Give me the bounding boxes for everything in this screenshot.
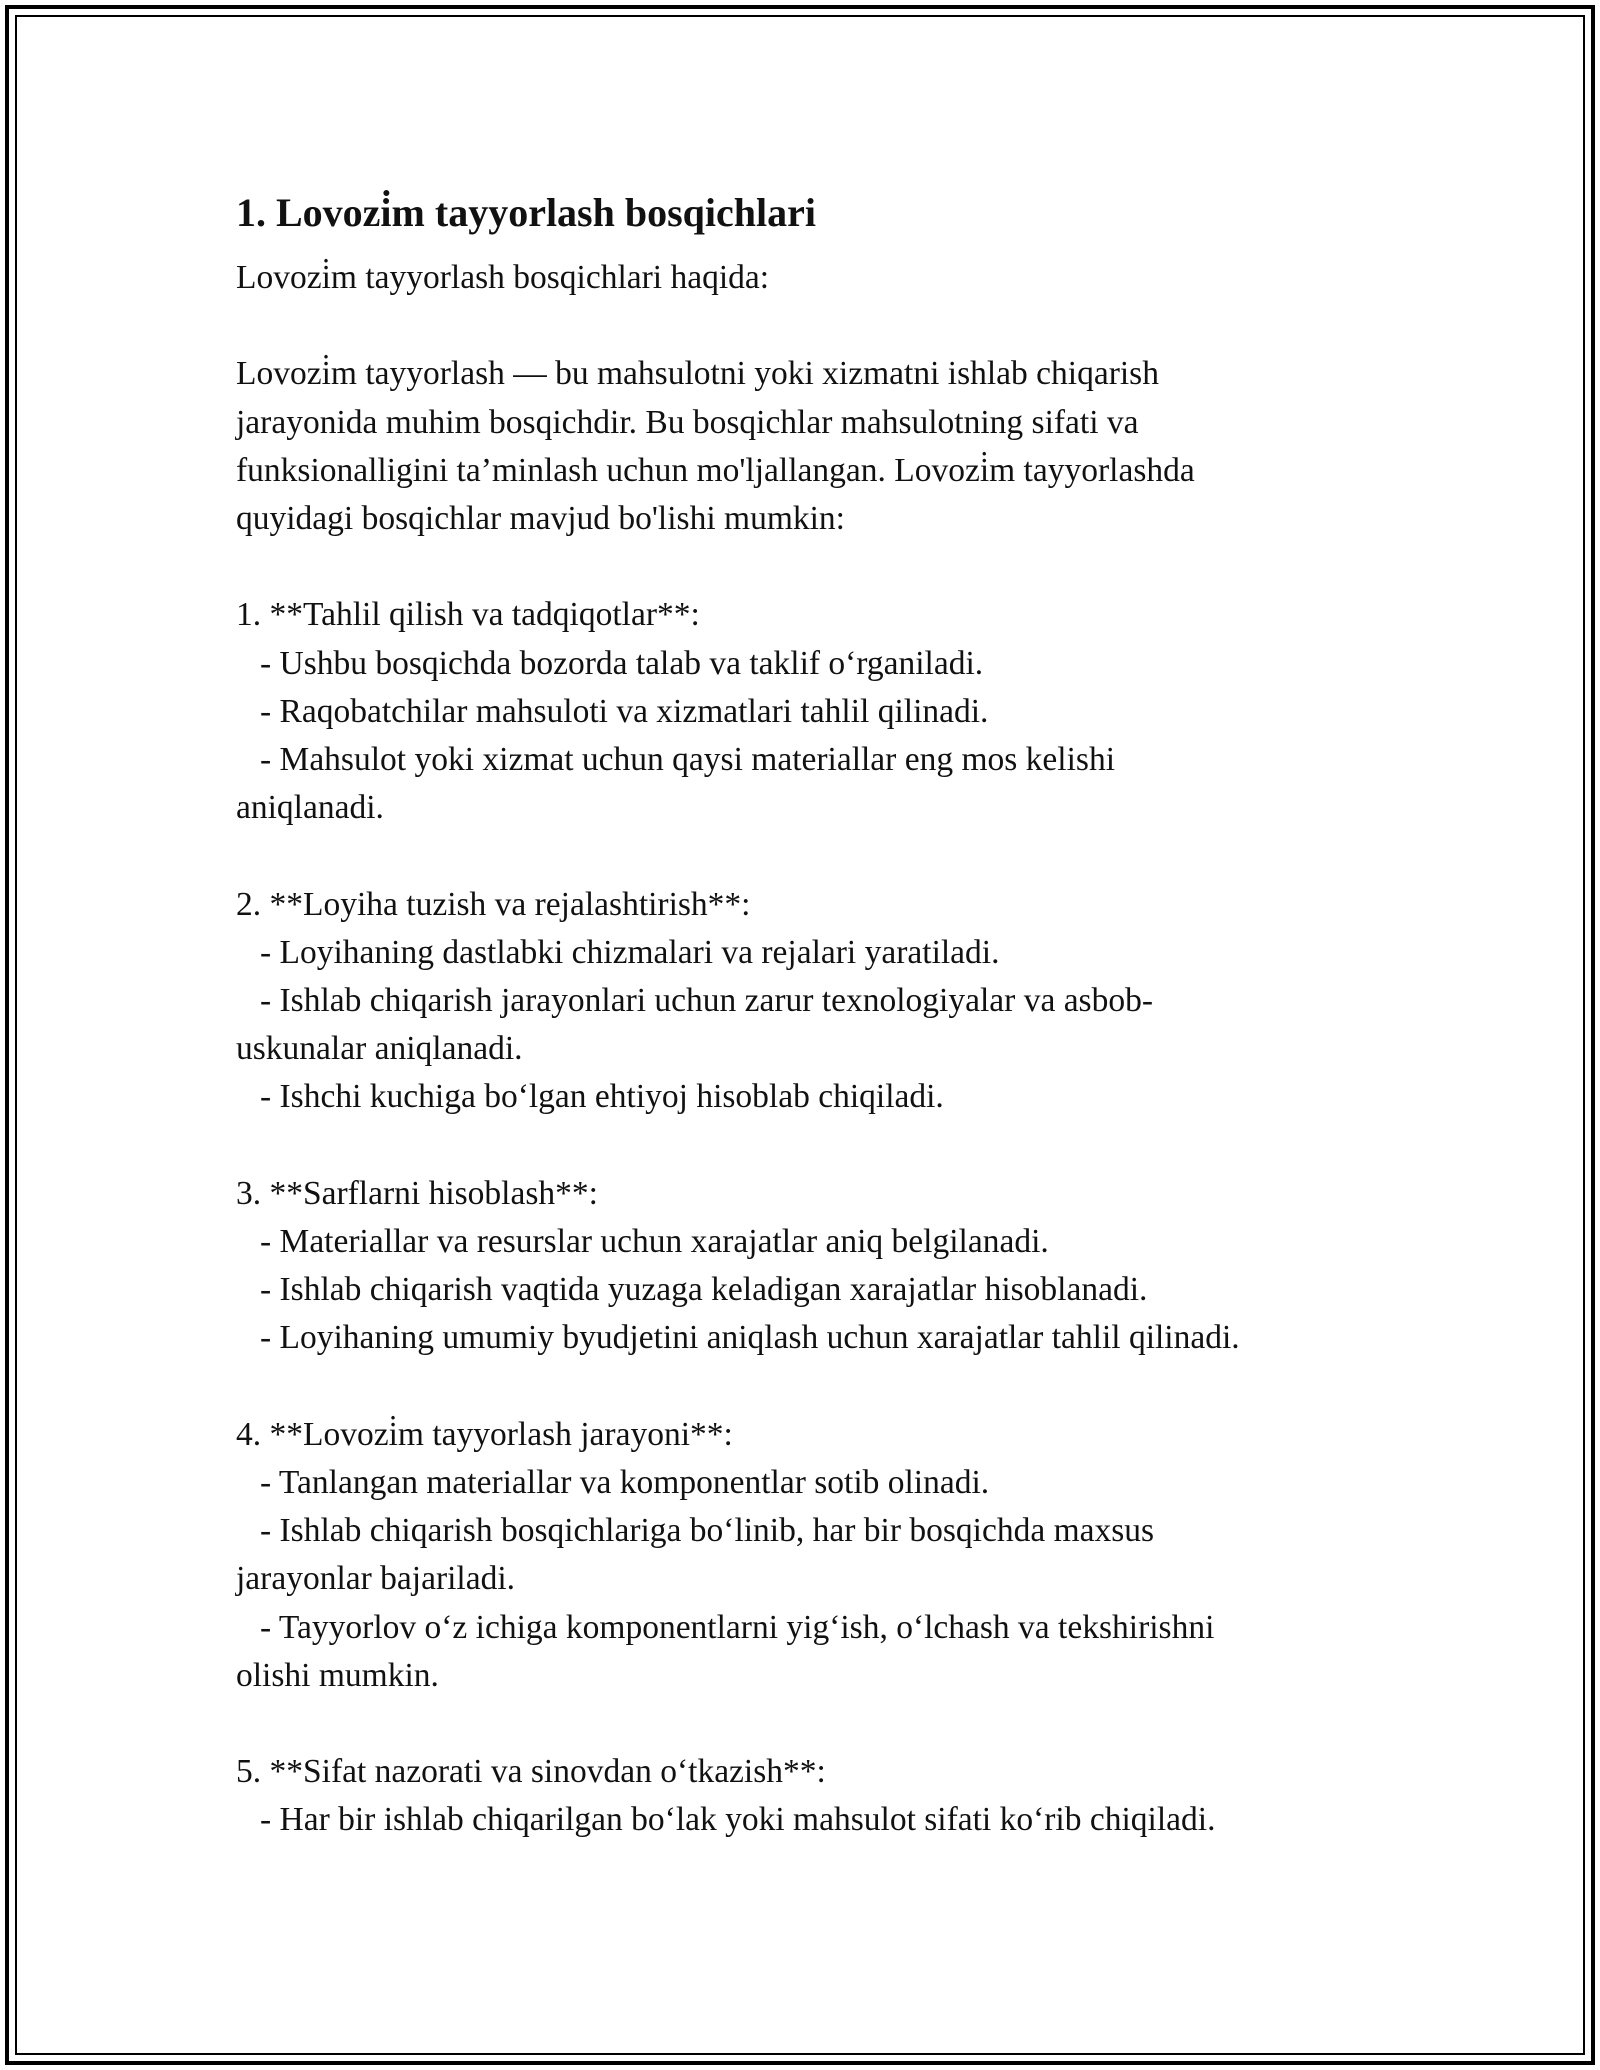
blank-line: [236, 543, 1416, 591]
bullet-line: - Ishlab chiqarish bosqichlariga bo‘linib, har bir bosqichda maxsus: [260, 1512, 1155, 1550]
blank-line: [236, 1700, 1416, 1748]
paragraph-line: 3. **Sarflarni hisoblash**:: [236, 1174, 598, 1212]
bullet-line: - Ishchi kuchiga bo‘lgan ehtiyoj hisoblab chiqiladi.: [260, 1078, 944, 1116]
bullet-line: - Raqobatchilar mahsuloti va xizmatlari tahlil qilinadi.: [260, 692, 989, 730]
paragraph-line: Lovozi̇m tayyorlash bosqichlari haqida:: [236, 259, 770, 296]
bullet-line: - Tayyorlov o‘z ichiga komponentlarni yig‘ish, o‘lchash va tekshirishni: [260, 1608, 1215, 1646]
bullet-line: - Tanlangan materiallar va komponentlar sotib olinadi.: [260, 1464, 990, 1501]
paragraph-line: jarayonlar bajariladi.: [236, 1560, 516, 1598]
bullet-line: - Loyihaning umumiy byudjetini aniqlash uchun xarajatlar tahlil qilinadi.: [260, 1319, 1240, 1357]
bullet-line: - Loyihaning dastlabki chizmalari va rejalari yaratiladi.: [260, 933, 1000, 971]
paragraph-line: 4. **Lovozi̇m tayyorlash jarayoni**:: [236, 1415, 733, 1453]
paragraph-line: olishi mumkin.: [236, 1656, 439, 1694]
document-title: 1. Lovozi̇m tayyorlash bosqichlari: [236, 190, 817, 235]
blank-line: [236, 832, 1416, 880]
bullet-line: - Materiallar va resurslar uchun xarajatlar aniq belgilanadi.: [260, 1223, 1049, 1260]
paragraph-line: funksionalligini ta’minlash uchun mo'ljallangan. Lovozi̇m tayyorlashda: [236, 451, 1195, 489]
bullet-line: - Ishlab chiqarish vaqtida yuzaga keladigan xarajatlar hisoblanadi.: [260, 1271, 1148, 1309]
paragraph-line: 5. **Sifat nazorati va sinovdan o‘tkazish**:: [236, 1753, 826, 1791]
paragraph-line: quyidagi bosqichlar mavjud bo'lishi mumkin:: [236, 500, 845, 537]
blank-line: [236, 1363, 1416, 1411]
paragraph-line: Lovozi̇m tayyorlash — bu mahsulotni yoki xizmatni ishlab chiqarish: [236, 355, 1159, 393]
bullet-line: - Mahsulot yoki xizmat uchun qaysi materiallar eng mos kelishi: [260, 741, 1116, 778]
blank-line: [236, 302, 1416, 350]
paragraph-line: jarayonida muhim bosqichdir. Bu bosqichlar mahsulotning sifati va: [236, 403, 1139, 441]
paragraph-line: 1. **Tahlil qilish va tadqiqotlar**:: [236, 596, 700, 634]
bullet-line: - Ishlab chiqarish jarayonlari uchun zarur texnologiyalar va asbob-: [260, 982, 1154, 1019]
document-lines: [236, 254, 1416, 1845]
bullet-line: - Ushbu bosqichda bozorda talab va taklif o‘rganiladi.: [260, 644, 984, 682]
paragraph-line: uskunalar aniqlanadi.: [236, 1030, 523, 1068]
paragraph-line: aniqlanadi.: [236, 789, 384, 827]
paragraph-line: 2. **Loyiha tuzish va rejalashtirish**:: [236, 885, 751, 923]
document-body: [236, 180, 1416, 1845]
blank-line: [236, 1122, 1416, 1170]
bullet-line: - Har bir ishlab chiqarilgan bo‘lak yoki mahsulot sifati ko‘rib chiqiladi.: [260, 1801, 1216, 1839]
